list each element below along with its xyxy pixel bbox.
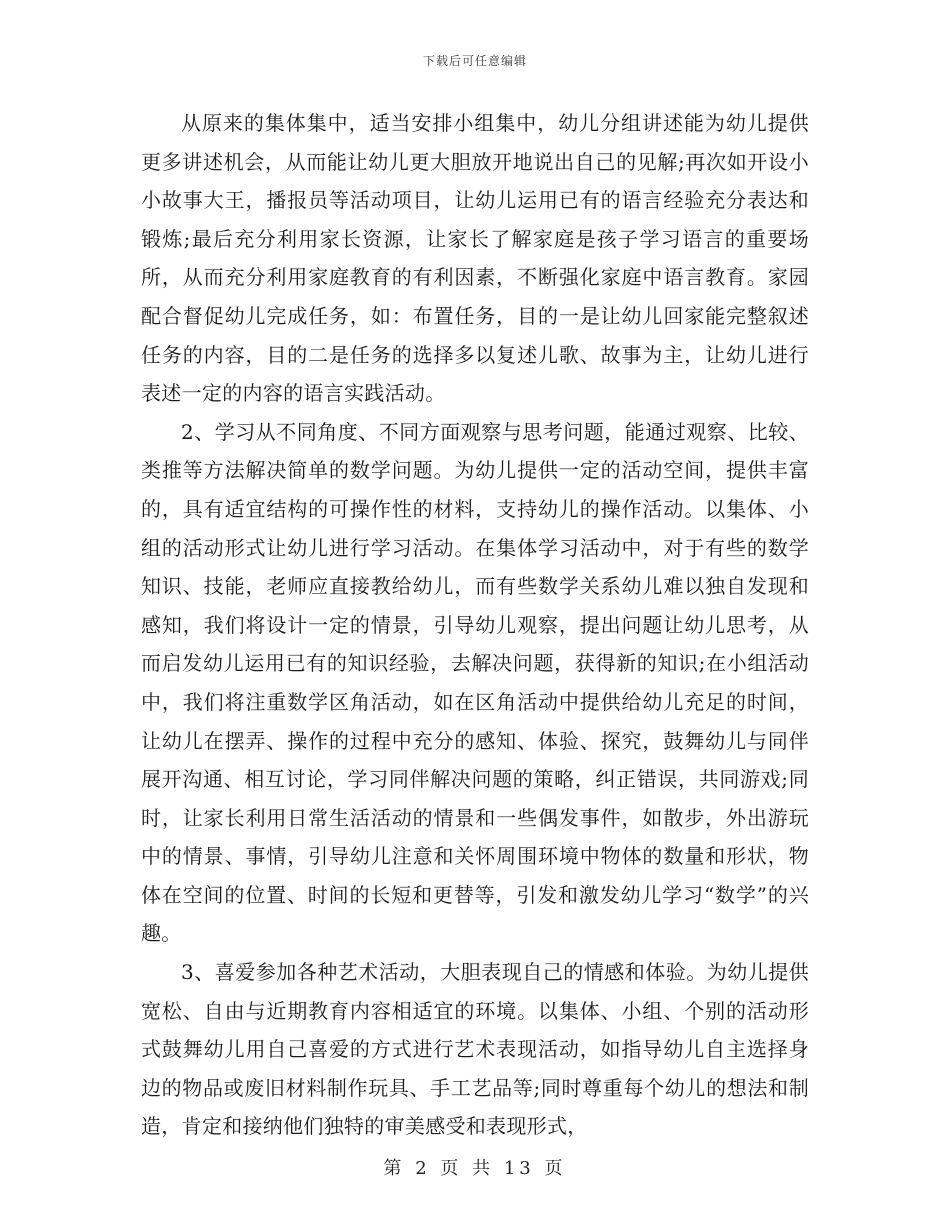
- page-number-footer: 第 2 页 共 13 页: [383, 1158, 567, 1179]
- paragraph-language-education: 从原来的集体集中，适当安排小组集中，幼儿分组讲述能为幼儿提供更多讲述机会，从而能让幼儿更大胆放开地说出自己的见解;再次如开设小小故事大王，播报员等活动项目，让幼儿运用已有的语言经验充分表达和锻炼;最后充分利用家长资源，让家长了解家庭是孩子学习语言的重要场所，从而充分利用家庭教育的有利因素，不断强化家庭中语言教育。家园配合督促幼儿完成任务，如：布置任务，目的一是让幼儿回家能完整叙述任务的内容，目的二是任务的选择多以复述儿歌、故事为主，让幼儿进行表述一定的内容的语言实践活动。: [141, 111, 809, 406]
- page-header: 下载后可任意编辑: [422, 54, 527, 68]
- document-body: [141, 104, 809, 1146]
- paragraph-math-learning: 2、学习从不同角度、不同方面观察与思考问题，能通过观察、比较、类推等方法解决简单的数学问题。为幼儿提供一定的活动空间，提供丰富的，具有适宜结构的可操作性的材料，支持幼儿的操作活动。以集体、小组的活动形式让幼儿进行学习活动。在集体学习活动中，对于有些的数学知识、技能，老师应直接教给幼儿，而有些数学关系幼儿难以独自发现和感知，我们将设计一定的情景，引导幼儿观察，提出问题让幼儿思考，从而启发幼儿运用已有的知识经验，去解决问题，获得新的知识;在小组活动中，我们将注重数学区角活动，如在区角活动中提供给幼儿充足的时间，让幼儿在摆弄、操作的过程中充分的感知、体验、探究，鼓舞幼儿与同伴展开沟通、相互讨论，学习同伴解决问题的策略，纠正错误，共同游戏;同时，让家长利用日常生活活动的情景和一些偶发事件，如散步，外出游玩中的情景、事情，引导幼儿注意和关怀周围环境中物体的数量和形状，物体在空间的位置、时间的长短和更替等，引发和激发幼儿学习“数学”的兴趣。: [141, 419, 809, 946]
- paragraph-art-activities: 3、喜爱参加各种艺术活动，大胆表现自己的情感和体验。为幼儿提供宽松、自由与近期教育内容相适宜的环境。以集体、小组、个别的活动形式鼓舞幼儿用自己喜爱的方式进行艺术表现活动，如指导幼儿自主选择身边的物品或废旧材料制作玩具、手工艺品等;同时尊重每个幼儿的想法和制造，肯定和接纳他们独特的审美感受和表现形式，: [141, 960, 809, 1139]
